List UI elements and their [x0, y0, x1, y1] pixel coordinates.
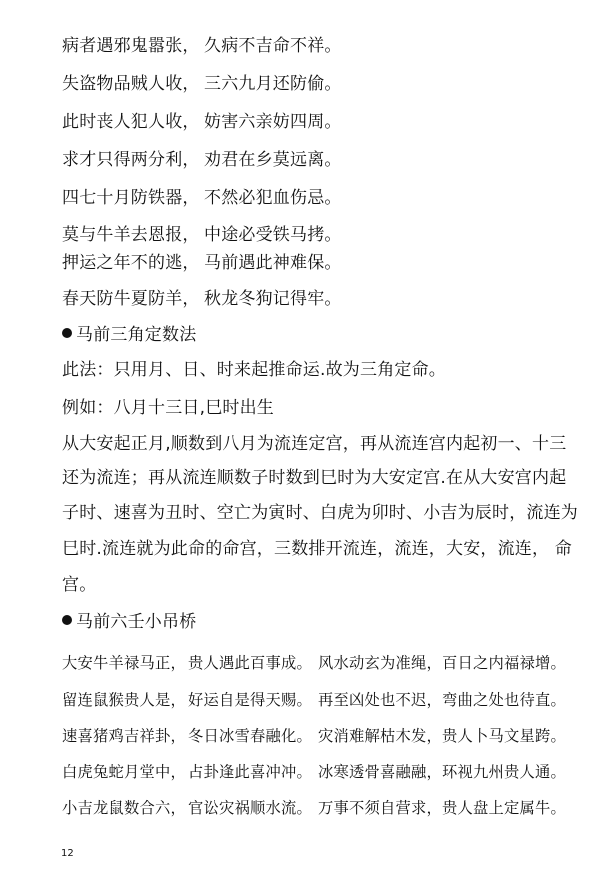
poem-part: 再至凶处也不迟，弯曲之处也待直。 [318, 691, 566, 709]
section-title: 马前六壬小吊桥 [76, 612, 197, 632]
poem-part: 万事不须自营求，贵人盘上定属牛。 [318, 799, 566, 817]
verse-second-half: 三六九月还防偷。 [204, 74, 342, 94]
paragraph-line: 巳时.流连就为此命的命宫，三数排开流连，流连，大安，流连， 命 [62, 539, 573, 559]
section-title: 马前三角定数法 [76, 325, 197, 345]
verse-second-half: 中途必受铁马拷。 [204, 225, 342, 245]
poem-part: 占卦逢此喜冲冲。 [188, 763, 312, 781]
poem-line [62, 760, 566, 784]
verse-line [62, 72, 342, 96]
verse-line [62, 148, 342, 172]
method-description: 此法：只用月、日、时来起推命运.故为三角定命。 [62, 360, 447, 380]
verse-first-half: 求才只得两分利， [62, 150, 200, 170]
verse-first-half: 四七十月防铁器， [62, 188, 200, 208]
verse-first-half: 此时丧人犯人收， [62, 112, 200, 132]
poem-part: 官讼灾祸顺水流。 [188, 799, 312, 817]
paragraph-line: 子时、速喜为丑时、空亡为寅时、白虎为卯时、小吉为辰时，流连为 [62, 503, 578, 523]
verse-line [62, 186, 342, 210]
verse-first-half: 莫与牛羊去恩报， [62, 225, 200, 245]
poem-line [62, 651, 566, 675]
verse-line [62, 251, 342, 275]
verse-second-half: 马前遇此神难保。 [204, 253, 342, 273]
poem-part: 速喜猪鸡吉祥卦， [62, 727, 186, 745]
bullet-icon [62, 328, 72, 338]
section-heading-triangle-method [62, 323, 196, 347]
poem-line [62, 796, 566, 820]
verse-line [62, 223, 342, 247]
poem-part: 风水动玄为准绳，百日之内福禄增。 [318, 654, 566, 672]
example-line: 例如：八月十三日,巳时出生 [62, 398, 275, 418]
paragraph-line: 从大安起正月,顺数到八月为流连定宫，再从流连宫内起初一、十三 [62, 434, 567, 454]
poem-part: 小吉龙鼠数合六， [62, 799, 186, 817]
verse-second-half: 不然必犯血伤忌。 [204, 188, 342, 208]
verse-line [62, 110, 342, 134]
verse-first-half: 失盗物品贼人收， [62, 74, 200, 94]
poem-part: 贵人遇此百事成。 [188, 654, 312, 672]
page-number: 12 [61, 848, 74, 859]
verse-first-half: 病者遇邪鬼嚣张， [62, 36, 200, 56]
verse-first-half: 春天防牛夏防羊， [62, 289, 200, 309]
bullet-icon [62, 615, 72, 625]
verse-first-half: 押运之年不的逃， [62, 253, 200, 273]
verse-line [62, 34, 342, 58]
poem-line [62, 724, 566, 748]
verse-second-half: 秋龙冬狗记得牢。 [204, 289, 342, 309]
verse-line [62, 287, 342, 311]
poem-line [62, 688, 566, 712]
poem-part: 灾消难解枯木发，贵人卜马文星跨。 [318, 727, 566, 745]
paragraph-line: 宫。 [62, 575, 97, 595]
poem-part: 白虎兔蛇月堂中， [62, 763, 186, 781]
poem-part: 留连鼠猴贵人是， [62, 691, 186, 709]
verse-second-half: 久病不吉命不祥。 [204, 36, 342, 56]
verse-second-half: 妨害六亲妨四周。 [204, 112, 342, 132]
poem-part: 冰寒透骨喜融融，环视九州贵人通。 [318, 763, 566, 781]
verse-second-half: 劝君在乡莫远离。 [204, 150, 342, 170]
poem-part: 冬日冰雪春融化。 [188, 727, 312, 745]
paragraph-line: 还为流连；再从流连顺数子时数到巳时为大安定宫.在从大安宫内起 [62, 468, 567, 488]
poem-part: 大安牛羊禄马正， [62, 654, 186, 672]
section-heading-small-bridge [62, 610, 196, 634]
poem-part: 好运自是得天赐。 [188, 691, 312, 709]
